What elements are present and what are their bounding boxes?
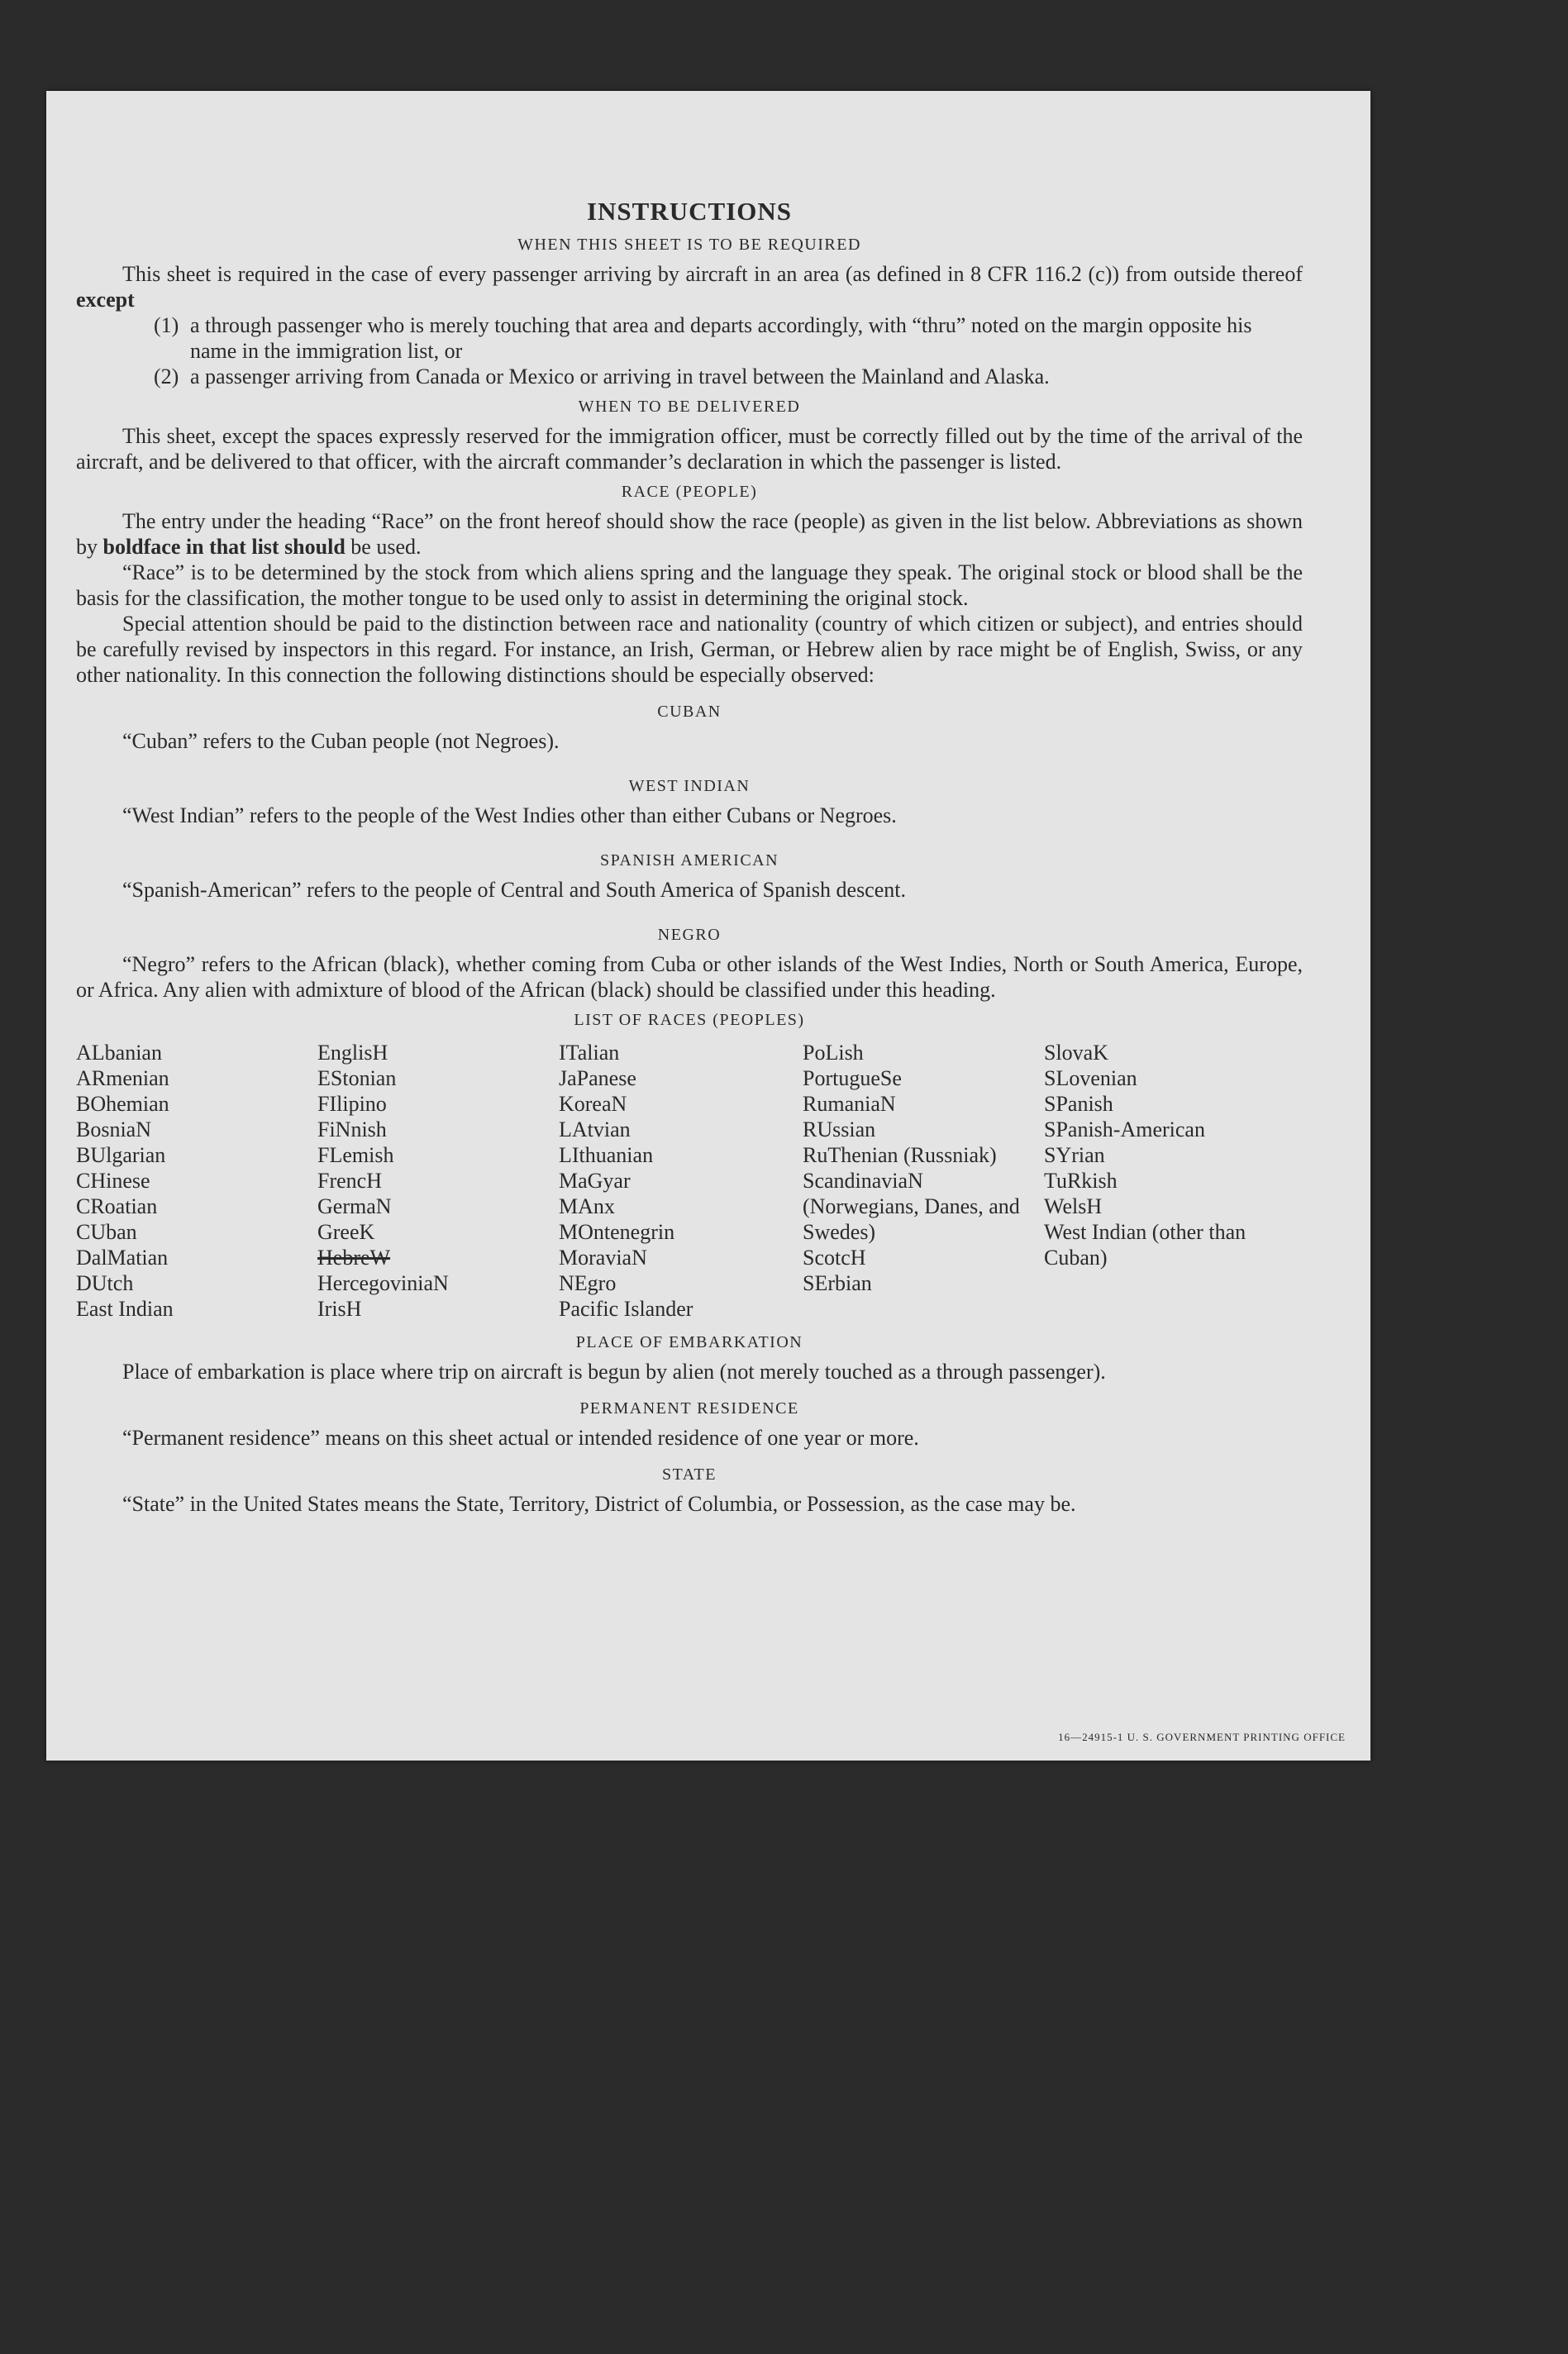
item-text: a passenger arriving from Canada or Mexico or arriving in travel between the Mainland and Alaska.	[190, 365, 1050, 388]
race-entry: JaPanese	[559, 1066, 636, 1090]
races-column-1	[76, 1040, 317, 1322]
item-text: a through passenger who is merely touching that area and departs accordingly, with “thru” noted on the margin opposite his name in the immigration list, or	[190, 313, 1252, 363]
race-entry: SPanish-American	[1044, 1117, 1205, 1141]
race-entry: DalMatian	[76, 1246, 169, 1270]
race-entry: CRoatian	[76, 1194, 158, 1218]
cuban-text: “Cuban” refers to the Cuban people (not Negroes).	[122, 729, 560, 753]
race-entry: MoraviaN	[559, 1246, 647, 1270]
race-entry: West Indian (other than Cuban)	[1044, 1220, 1246, 1270]
west-indian-text: “West Indian” refers to the people of the West Indies other than either Cubans or Negroes.	[122, 803, 897, 827]
section-heading-west-indian: WEST INDIAN	[628, 777, 751, 795]
race-entry: East Indian	[76, 1297, 174, 1321]
section-heading-negro: NEGRO	[657, 926, 722, 944]
race-entry: ScandinaviaN (Norwegians, Danes, and Swedes)	[803, 1169, 1020, 1244]
race-paragraph-2: “Race” is to be determined by the stock from which aliens spring and the language they speak. The original stock or blood shall be the basis for the classification, the mother tongue to be used only to assist in determining the original stock.	[76, 560, 1303, 610]
races-column-3	[559, 1040, 803, 1322]
race-entry: NEgro	[559, 1271, 617, 1295]
race-entry: SErbian	[803, 1271, 872, 1295]
race-entry: RuThenian (Russniak)	[803, 1143, 997, 1167]
race-entry: RUssian	[803, 1117, 876, 1141]
race-entry: PortugueSe	[803, 1066, 902, 1090]
race-entry: FIlipino	[317, 1092, 387, 1116]
race-entry: MaGyar	[559, 1169, 631, 1193]
page-title: INSTRUCTIONS	[586, 197, 792, 226]
race-entry: PoLish	[803, 1041, 864, 1065]
residence-text: “Permanent residence” means on this sheet actual or intended residence of one year or more.	[122, 1426, 919, 1450]
race-bold-text: boldface in that list should	[102, 535, 346, 559]
race-entry: ScotcH	[803, 1246, 866, 1270]
races-column-2	[317, 1040, 559, 1322]
races-column-5	[1044, 1040, 1303, 1322]
race-entry: MOntenegrin	[559, 1220, 675, 1244]
delivered-text: This sheet, except the spaces expressly reserved for the immigration officer, must be correctly filled out by the time of the arrival of the aircraft, and be delivered to that officer, with the aircraft commander’s declaration in which the passenger is listed.	[76, 424, 1303, 474]
required-item-1	[154, 312, 1303, 364]
race-entry: GermaN	[317, 1194, 392, 1218]
section-heading-spanish-american: SPANISH AMERICAN	[599, 851, 779, 870]
instruction-sheet	[46, 91, 1370, 1761]
race-entry: ARmenian	[76, 1066, 169, 1090]
race-paragraph-3: Special attention should be paid to the distinction between race and nationality (country of which citizen or subject), and entries should be carefully revised by inspectors in this regard. For instance, an Irish, German, or Hebrew alien by race might be of English, Swiss, or any other nationality. In this connection the following distinctions should be especially observed:	[76, 612, 1303, 687]
spanish-american-text: “Spanish-American” refers to the people of Central and South America of Spanish descent.	[122, 878, 906, 902]
printing-office-footer: 16—24915-1 U. S. GOVERNMENT PRINTING OFFICE	[1058, 1731, 1346, 1743]
race-entry: MAnx	[559, 1194, 615, 1218]
section-heading-delivered: WHEN TO BE DELIVERED	[578, 398, 801, 416]
race-entry: CHinese	[76, 1169, 150, 1193]
section-heading-list: LIST OF RACES (PEOPLES)	[574, 1011, 805, 1029]
race-entry: BOhemian	[76, 1092, 169, 1116]
race-paragraph-1: The entry under the heading “Race” on the front hereof should show the race (people) as given in the list below. Abbreviations as shown by boldface in that list should be used.	[76, 509, 1303, 559]
sheet-content	[76, 198, 1303, 1517]
state-text: “State” in the United States means the State, Territory, District of Columbia, or Possession, as the case may be.	[122, 1492, 1076, 1516]
race-entry: FrencH	[317, 1169, 382, 1193]
races-list	[76, 1040, 1303, 1322]
race-entry: EnglisH	[317, 1041, 388, 1065]
section-heading-race: RACE (PEOPLE)	[621, 483, 758, 501]
race-entry: LAtvian	[559, 1117, 631, 1141]
race-entry: SLovenian	[1044, 1066, 1137, 1090]
section-heading-embarkation: PLACE OF EMBARKATION	[575, 1333, 803, 1351]
race-entry: FiNnish	[317, 1117, 387, 1141]
race-entry: SYrian	[1044, 1143, 1105, 1167]
race-entry: LIthuanian	[559, 1143, 654, 1167]
race-entry: Pacific Islander	[559, 1297, 693, 1321]
race-entry-struck: HebreW	[317, 1246, 391, 1270]
section-heading-cuban: CUBAN	[657, 703, 722, 721]
race-entry: KoreaN	[559, 1092, 627, 1116]
section-heading-required: WHEN THIS SHEET IS TO BE REQUIRED	[517, 236, 861, 254]
race-entry: IrisH	[317, 1297, 362, 1321]
race-entry: EStonian	[317, 1066, 397, 1090]
race-entry: GreeK	[317, 1220, 375, 1244]
negro-text: “Negro” refers to the African (black), whether coming from Cuba or other islands of the West Indies, North or South America, Europe, or Africa. Any alien with admixture of blood of the African (black) should be classified under this heading.	[76, 952, 1303, 1002]
race-entry: ALbanian	[76, 1041, 162, 1065]
race-entry: DUtch	[76, 1271, 134, 1295]
embarkation-text: Place of embarkation is place where trip on aircraft is begun by alien (not merely touched as a through passenger).	[122, 1360, 1106, 1384]
races-column-4	[803, 1040, 1044, 1322]
race-entry: ITalian	[559, 1041, 620, 1065]
race-entry: HercegoviniaN	[317, 1271, 449, 1295]
race-entry: RumaniaN	[803, 1092, 896, 1116]
required-except: except	[76, 288, 135, 312]
race-entry: SlovaK	[1044, 1041, 1108, 1065]
item-number: (2)	[154, 365, 179, 388]
race-entry: BosniaN	[76, 1117, 151, 1141]
race-entry: SPanish	[1044, 1092, 1113, 1116]
race-entry: WelsH	[1044, 1194, 1103, 1218]
race-entry: FLemish	[317, 1143, 394, 1167]
section-heading-state: STATE	[662, 1465, 717, 1484]
race-entry: BUlgarian	[76, 1143, 166, 1167]
section-heading-residence: PERMANENT RESIDENCE	[579, 1399, 799, 1418]
required-item-2	[154, 364, 1303, 389]
race-entry: TuRkish	[1044, 1169, 1118, 1193]
race-entry: CUban	[76, 1220, 137, 1244]
item-number: (1)	[154, 313, 179, 337]
required-intro: This sheet is required in the case of every passenger arriving by aircraft in an area (as defined in 8 CFR 116.2 (c)) from outside thereof except	[76, 262, 1303, 312]
